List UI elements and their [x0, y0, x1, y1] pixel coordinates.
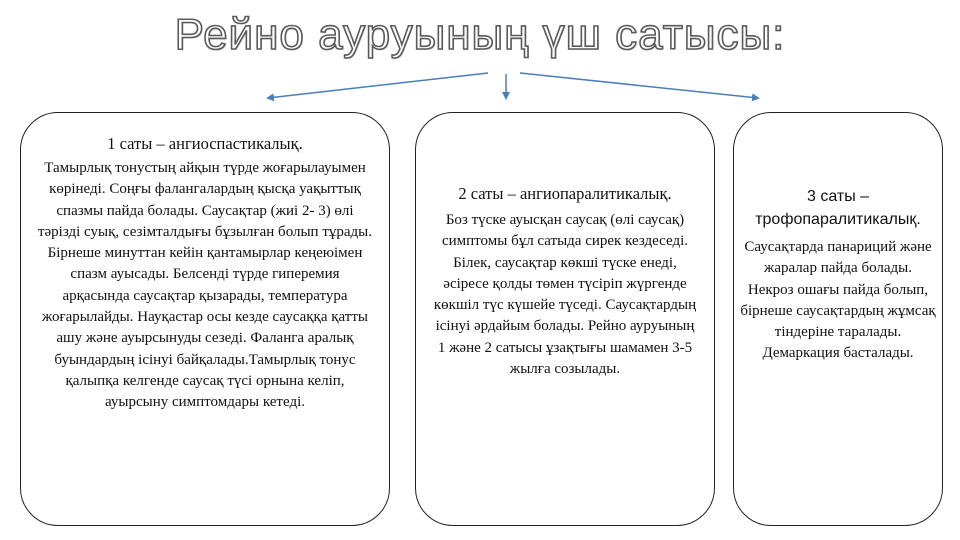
stage-1-card [20, 112, 390, 526]
stage-1-text: Тамырлық тонустың айқын түрде жоғарылауымен көрінеді. Соңғы фалангалардың қысқа уақыттық спазмы пайда болады. Саусақтар (жиі 2- 3) өлі тәрізді суық, сезімталдығы бұзылған болып тұрады. Бірнеше минуттан кейін қантамырлар кеңеюімен спазм ауысады. Белсенді түрде гиперемия арқасында саусақтар қызарады, температура жоғарылайды. Науқастар осы кезде саусаққа қатты ашу және ауырсынуды сезеді. Фаланга аралық буындардың ісінуі байқалады.Тамырлық тонус қалыпқа келгенде саусақ түсі орнына келіп, ауырсыну симптомдары кетеді. [37, 160, 373, 411]
stage-1-heading: 1 саты – ангиоспастикалық. [107, 134, 303, 153]
stage-3-card [733, 112, 943, 526]
stage-2-heading: 2 саты – ангиопаралитикалық. [458, 184, 672, 203]
page-title: Рейно ауруының үш сатысы: [174, 10, 786, 59]
stage-3-heading: 3 саты – трофопаралитикалық. [755, 188, 921, 228]
arrow-left [268, 73, 488, 98]
stage-2-card [415, 112, 715, 526]
arrow-right [520, 73, 758, 98]
stage-2-text: Боз түске ауысқан саусақ (өлі саусақ) симптомы бұл сатыда сирек кездеседі. Білек, саусақтар көкші түске енеді, әсіресе қолды төмен түсіріп жүргенде көкшіл түс күшейе түседі. Саусақтардың ісінуі әрдайым болады. Рейно ауруының 1 және 2 сатысы ұзақтығы шамамен 3-5 жылға созылады. [433, 212, 697, 378]
stage-3-text: Саусақтарда панариций және жаралар пайда болады. Некроз ошағы пайда болып, бірнеше саусақтардың жұмсақ тіндеріне таралады. Демаркация басталады. [740, 239, 936, 362]
